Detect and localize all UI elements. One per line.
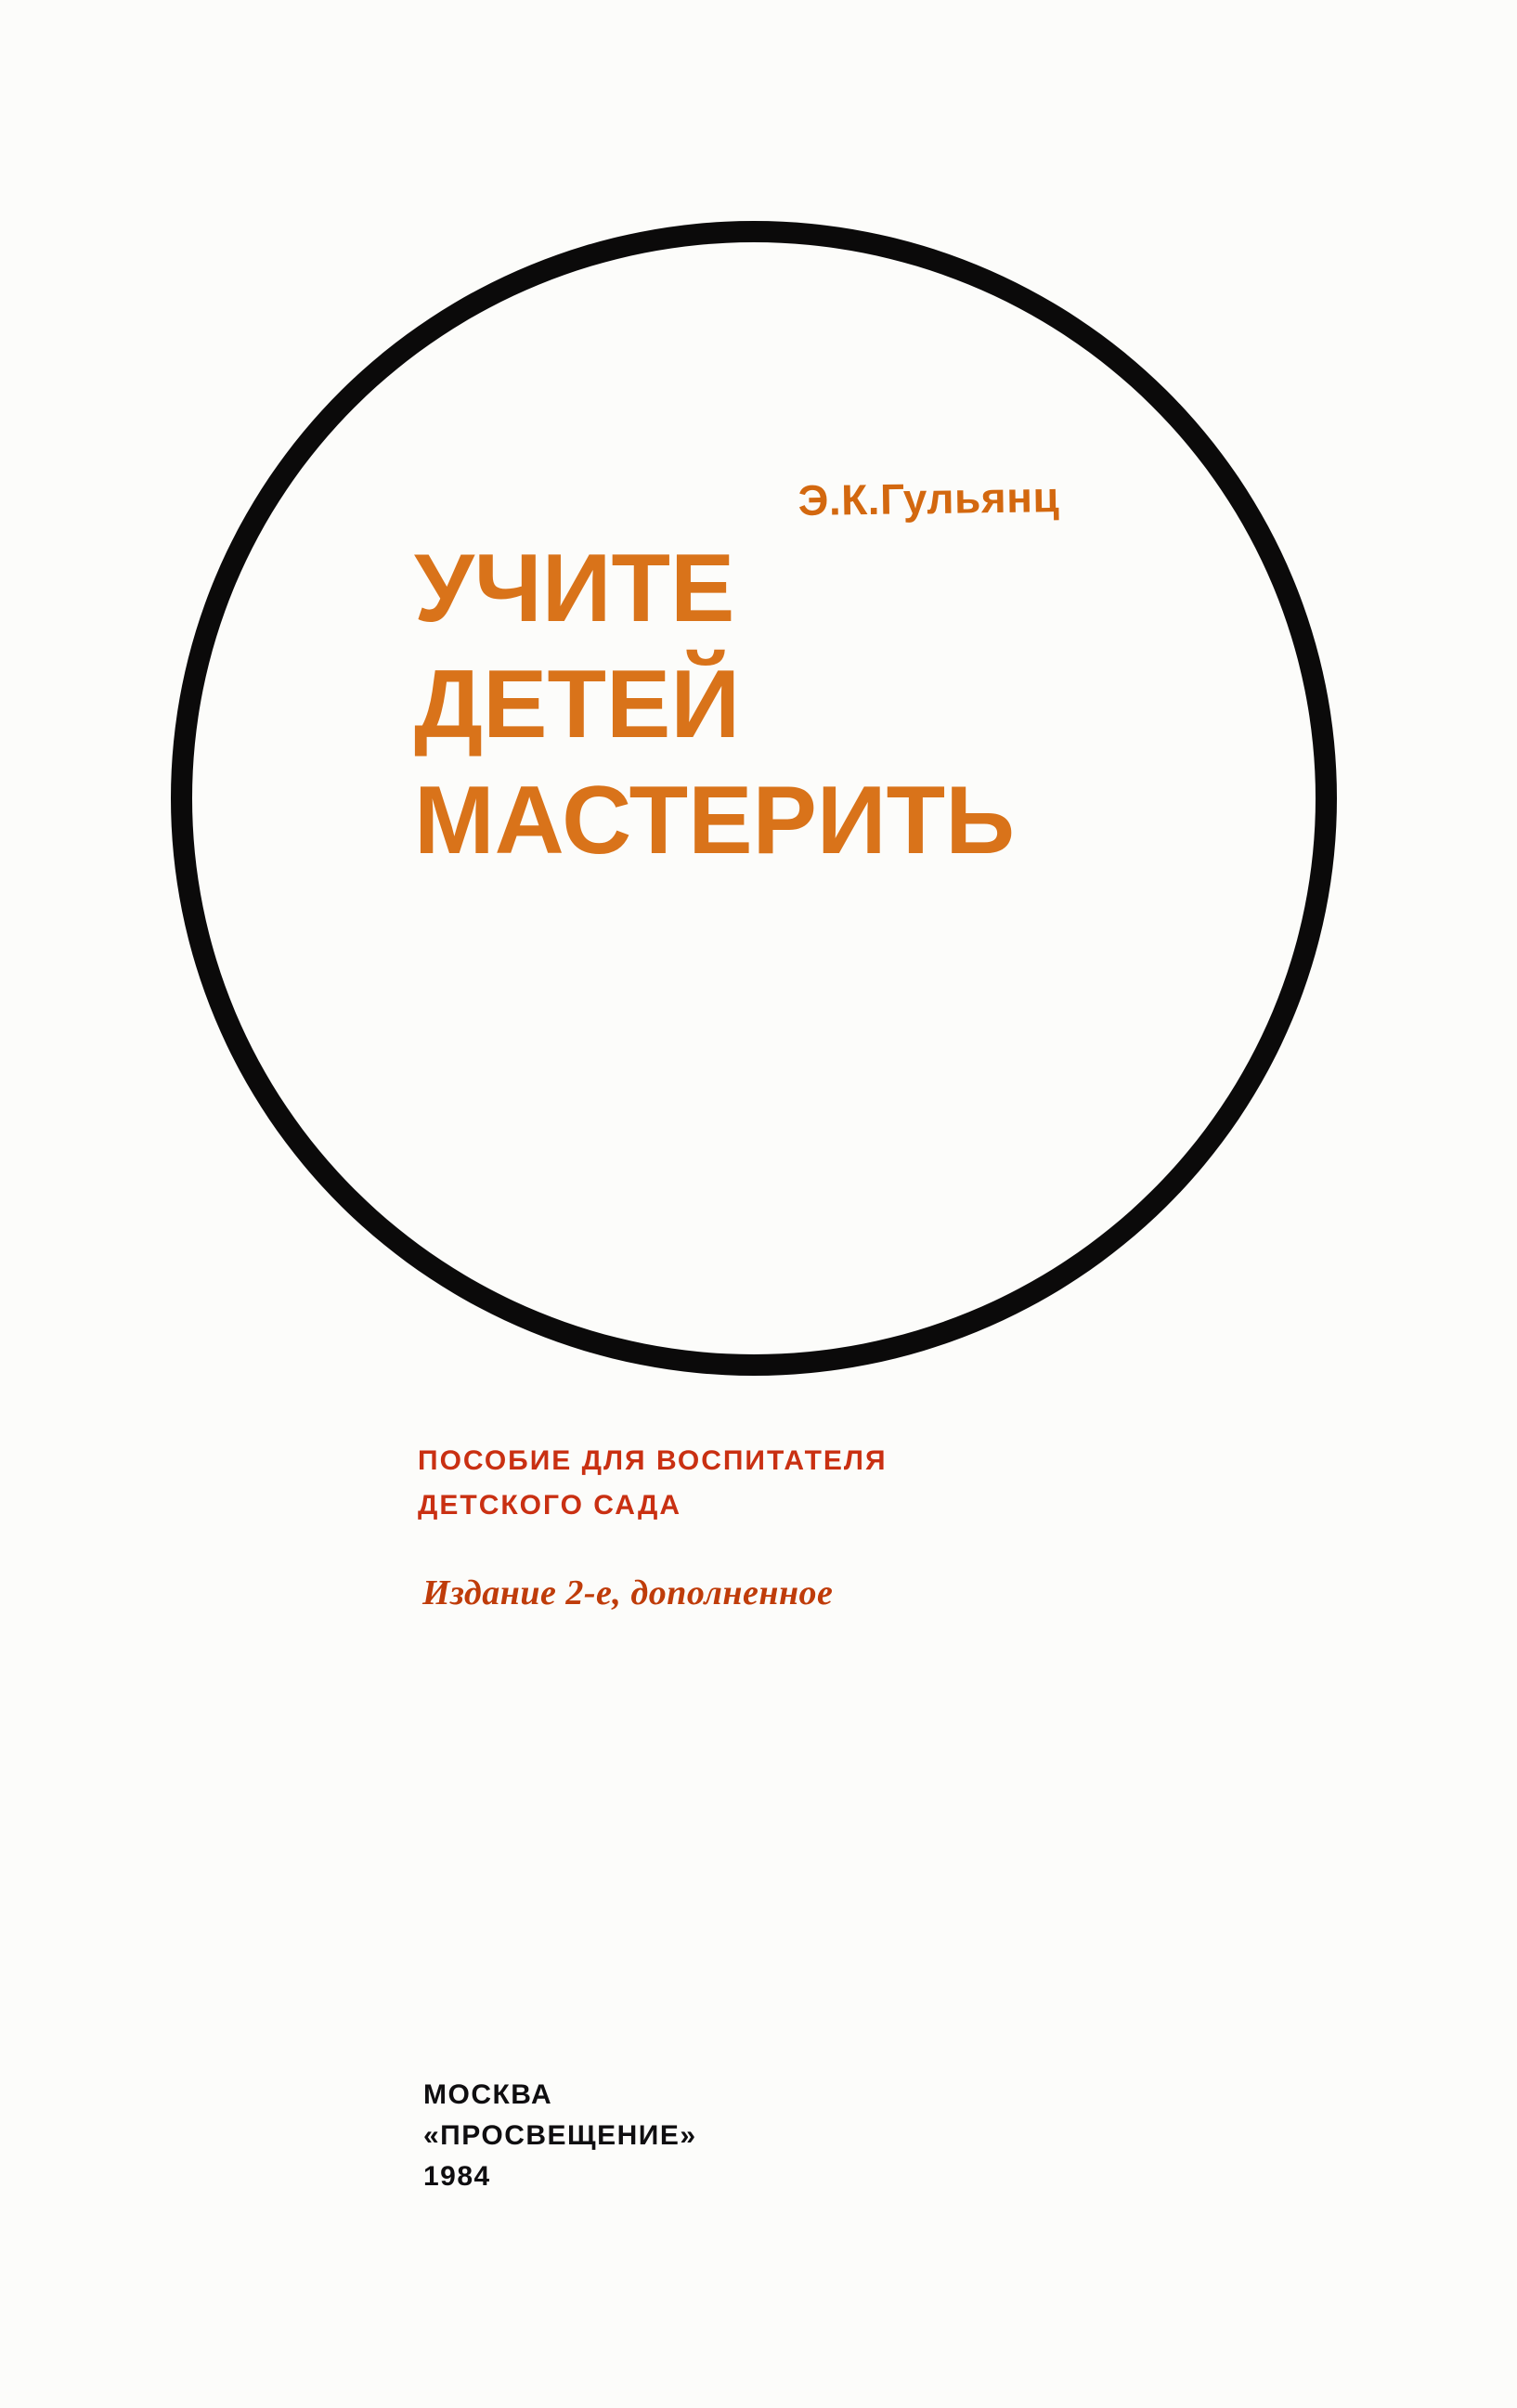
title-line-1: УЧИТЕ <box>414 535 735 642</box>
author-name: Э.К.Гульянц <box>797 473 1060 525</box>
title-line-3: МАСТЕРИТЬ <box>414 767 1015 874</box>
subtitle <box>418 1439 888 1528</box>
edition-note: Издание 2-е, дополненное <box>422 1573 834 1612</box>
imprint-city: МОСКВА <box>423 2079 553 2110</box>
title-line-2: ДЕТЕЙ <box>414 651 741 758</box>
imprint-publisher: «ПРОСВЕЩЕНИЕ» <box>423 2120 697 2151</box>
imprint-year: 1984 <box>423 2161 491 2192</box>
imprint-block <box>423 2075 697 2197</box>
subtitle-line-2: ДЕТСКОГО САДА <box>418 1490 682 1521</box>
book-title <box>414 531 1015 879</box>
subtitle-line-1: ПОСОБИЕ ДЛЯ ВОСПИТАТЕЛЯ <box>418 1445 888 1476</box>
